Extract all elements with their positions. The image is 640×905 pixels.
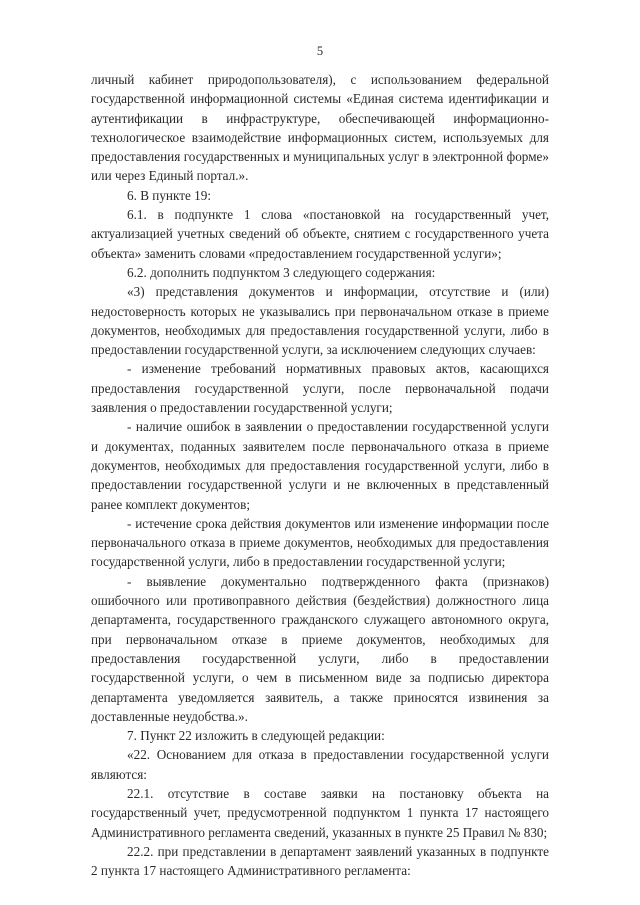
paragraph-item-22-2: 22.2. при представлении в департамент заявлений указанных в подпункте 2 пункта 17 настоящего Административного регламента: [91,843,549,879]
paragraph-item-22-1: 22.1. отсутствие в составе заявки на постановку объекта на государственный учет, предусмотренной подпунктом 1 пункта 17 настоящего Административного регламента сведений, указанных в пункте 25 Правил № 830; [91,785,549,840]
paragraph-item-6-2: 6.2. дополнить подпунктом 3 следующего содержания: [127,264,436,280]
document-body [91,70,549,880]
paragraph-item-22: «22. Основанием для отказа в предоставлении государственной услуги являются: [91,747,549,782]
paragraph-item-7: 7. Пункт 22 изложить в следующей редакции: [127,728,385,744]
paragraph-item-6-1: 6.1. в подпункте 1 слова «постановкой на государственный учет, актуализацией учетных сведений об объекте, снятием с государственного учета объекта» заменить словами «предоставлением государственной услуги»; [91,207,549,261]
paragraph-subitem-3: «3) представления документов и информации, отсутствие и (или) недостоверность которых не указывались при первоначальном отказе в приеме документов, необходимых для предоставления государственной услуги, либо в предоставлении государственной услуги, за исключением следующих случаев: [91,284,549,358]
paragraph-dash-3: - истечение срока действия документов или изменение информации после первоначального отказа в приеме документов, необходимых для предоставления государственной услуги, либо в предоставлении государственной услуги; [91,515,549,570]
paragraph-continuation: личный кабинет природопользователя), с использованием федеральной государственной информационной системы «Единая система идентификации и аутентификации в инфраструктуре, обеспечивающей информационно-технологическое взаимодействие информационных систем, используемых для предоставления государственных и муниципальных услуг в электронной форме» или через Единый портал.». [91,72,549,184]
paragraph-dash-1: - изменение требований нормативных правовых актов, касающихся предоставления государственной услуги, после первоначальной подачи заявления о предоставлении государственной услуги; [91,361,549,416]
paragraph-dash-2: - наличие ошибок в заявлении о предоставлении государственной услуги и документах, поданных заявителем после первоначального отказа в приеме документов, необходимых для предоставления государственной услуги, либо в предоставлении государственной услуги и не включенных в представленный ранее комплект документов; [91,419,549,512]
paragraph-dash-4: - выявление документально подтвержденного факта (признаков) ошибочного или противоправного действия (бездействия) должностного лица департамента, государственного гражданского служащего автономного округа, при первоначальном отказе в приеме документов, необходимых для предоставления государственной услуги, либо в предоставлении государственной услуги, о чем в письменном виде за подписью директора департамента уведомляется заявитель, а также приносятся извинения за доставленные неудобства.». [91,573,549,724]
paragraph-item-6: 6. В пункте 19: [127,187,211,203]
page-number: 5 [316,44,324,58]
